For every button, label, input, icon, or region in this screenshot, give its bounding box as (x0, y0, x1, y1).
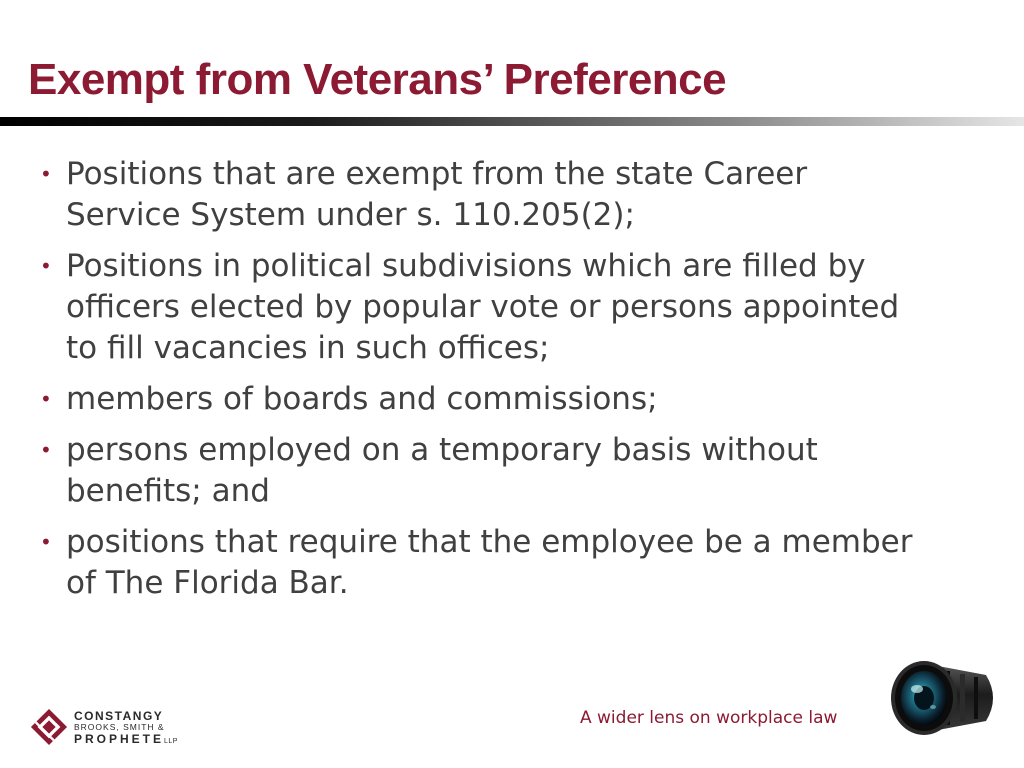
bullet-icon: • (40, 254, 52, 278)
bullet-item (36, 379, 916, 420)
logo-wordmark (74, 710, 178, 748)
bullet-icon: • (40, 530, 52, 554)
bullet-text: positions that require that the employee be a member of The Florida Bar. (66, 524, 913, 601)
title-divider (0, 117, 1024, 126)
bullet-text: persons employed on a temporary basis without benefits; and (66, 432, 818, 509)
footer-tagline: A wider lens on workplace law (580, 708, 838, 728)
bullet-icon: • (40, 162, 52, 186)
camera-lens-icon (886, 655, 1002, 741)
logo-name-line3 (74, 733, 178, 748)
bullet-item (36, 154, 916, 236)
bullet-icon: • (40, 387, 52, 411)
logo-name-line1: CONSTANGY (74, 709, 164, 723)
bullet-icon: • (40, 438, 52, 462)
logo-name-line2: BROOKS, SMITH & (74, 722, 165, 732)
bullet-item (36, 522, 916, 604)
bullet-text: members of boards and commissions; (66, 381, 658, 417)
bullet-item (36, 430, 916, 512)
bullet-list (36, 154, 916, 614)
bullet-text: Positions in political subdivisions which are filled by officers elected by popular vote or persons appointed to fill vacancies in such offices; (66, 248, 900, 366)
firm-logo (30, 708, 220, 748)
slide-title: Exempt from Veterans’ Preference (28, 55, 727, 104)
logo-diamond-icon (30, 708, 68, 746)
logo-name-prophete: PROPHETE (74, 732, 165, 746)
bullet-item (36, 246, 916, 369)
bullet-text: Positions that are exempt from the state Career Service System under s. 110.205(2); (66, 156, 808, 233)
logo-suffix: LLP (164, 738, 178, 745)
